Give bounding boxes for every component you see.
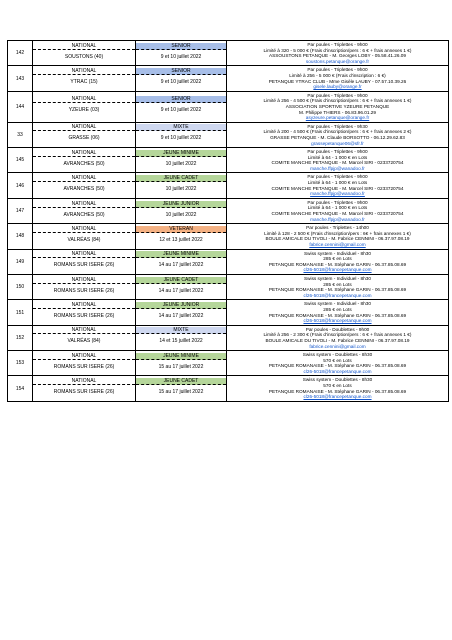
- event-date: 15 au 17 juillet 2022: [158, 389, 204, 396]
- category-header: JEUNE JUNIOR: [136, 302, 226, 309]
- detail-line: PETANQUE ROMANAISE - M. Stéphane GARIN - 06.37.85.08.69: [268, 287, 407, 293]
- event-date: 9 et 10 juillet 2022: [160, 107, 202, 114]
- event-city: SOUSTONS (40): [64, 53, 104, 60]
- details-cell: [227, 41, 449, 66]
- date-cell: [136, 198, 227, 223]
- contact-email-link[interactable]: asyzeure.petanque@orange.fr: [305, 115, 370, 121]
- category-header: JEUNE MINIME: [136, 353, 226, 360]
- contact-email-link[interactable]: manche.ffpjp@wanadoo.fr: [310, 216, 365, 222]
- table-row: [8, 91, 449, 122]
- detail-line: BOULE AMICALE DU TIVOLI - M. Fabrice CENNINI - 06.37.97.08.19: [265, 236, 410, 242]
- table-row: [8, 325, 449, 350]
- event-date: 14 au 17 juillet 2022: [158, 262, 204, 269]
- event-type-header: NATIONAL: [33, 277, 135, 284]
- event-number: 145: [8, 148, 33, 173]
- event-date: 9 et 10 juillet 2022: [160, 79, 202, 86]
- detail-line: Swiss system - Doublettes - 8h30: [302, 377, 373, 383]
- event-type-header: NATIONAL: [33, 353, 135, 360]
- details-block: [227, 250, 448, 274]
- date-cell: [136, 122, 227, 147]
- details-block: [227, 41, 448, 65]
- event-type-header: NATIONAL: [33, 96, 135, 103]
- detail-line: Limité à 200 - 4 500 € (Frais d'inscription/pers : 6 € + frais annexes 2 €): [263, 129, 412, 135]
- contact-email-link[interactable]: cl26-5018@francepetanque.com: [303, 267, 372, 273]
- details-cell: [227, 300, 449, 325]
- contact-email-link[interactable]: cl26-5018@francepetanque.com: [303, 394, 372, 400]
- detail-line: Limité à 64 - 1 000 € en Lots: [307, 205, 368, 211]
- event-type-header: NATIONAL: [33, 175, 135, 182]
- detail-line: Swiss system - Doublettes - 8h30: [302, 352, 373, 358]
- contact-email-link[interactable]: cl26-5018@francepetanque.com: [303, 368, 372, 374]
- date-cell: [136, 224, 227, 249]
- detail-line: BOULE AMICALE DU TIVOLI - M. Fabrice CENNINI - 06.37.97.08.19: [265, 337, 410, 343]
- date-cell: [136, 376, 227, 401]
- category-header: MIXTE: [136, 327, 226, 334]
- table-row: [8, 224, 449, 249]
- detail-line: COMITE MANCHE PETANQUE - M. Marcel SIRI - 0233720754: [271, 185, 404, 191]
- detail-line: Limité à 256 - 4 500 € (Frais d'inscription/pers : 6 € + frais annexes 1 €): [263, 98, 412, 104]
- event-number: 153: [8, 351, 33, 376]
- event-number: 146: [8, 173, 33, 198]
- event-cell: [33, 376, 136, 401]
- details-block: [227, 326, 448, 350]
- detail-line: 285 € en Lots: [323, 256, 352, 262]
- details-cell: [227, 351, 449, 376]
- event-type-header: NATIONAL: [33, 226, 135, 233]
- event-city: AVRANCHES (50): [63, 160, 105, 167]
- event-type-header: NATIONAL: [33, 124, 135, 131]
- detail-line: Par poules - Triplettes - 9h00: [307, 42, 368, 47]
- event-cell: [33, 66, 136, 91]
- details-cell: [227, 274, 449, 299]
- details-cell: [227, 91, 449, 122]
- detail-line: Par poules - Triplettes - 9h00: [307, 149, 368, 155]
- table-row: [8, 122, 449, 147]
- date-cell: [136, 91, 227, 122]
- detail-line: ASSOUSTONS PETANQUE - M. Georges LOBY - 05.58.41.26.09: [268, 53, 407, 59]
- table-row: [8, 198, 449, 223]
- event-city: YZEURE (03): [68, 107, 100, 114]
- details-cell: [227, 325, 449, 350]
- table-row: [8, 300, 449, 325]
- event-cell: [33, 91, 136, 122]
- category-header: JEUNE JUNIOR: [136, 201, 226, 208]
- event-date: 15 au 17 juillet 2022: [158, 363, 204, 370]
- contact-email-link[interactable]: grassepetanque06@sfr.fr: [311, 140, 364, 146]
- event-cell: [33, 41, 136, 66]
- details-cell: [227, 249, 449, 274]
- date-cell: [136, 274, 227, 299]
- detail-line: PETANQUE ROMANAISE - M. Stéphane GARIN - 06.37.85.08.69: [268, 363, 407, 369]
- category-header: VETERAN: [136, 226, 226, 233]
- details-block: [227, 199, 448, 223]
- date-cell: [136, 41, 227, 66]
- event-cell: [33, 122, 136, 147]
- events-table-body: [8, 41, 449, 402]
- contact-email-link[interactable]: gisele.lauby@orange.fr: [313, 84, 362, 90]
- event-city: VALRÉAS (84): [67, 236, 101, 243]
- event-date: 9 et 10 juillet 2022: [160, 53, 202, 60]
- table-row: [8, 249, 449, 274]
- contact-email-link[interactable]: fabrice.cennini@gmail.com: [309, 242, 366, 247]
- category-header: JEUNE MINIME: [136, 251, 226, 258]
- detail-line: Limité à 320 - 5 000 € (Frais d'inscription/pers : 6 € + frais annexes 1 €): [263, 47, 412, 53]
- contact-email-link[interactable]: fabrice.cennini@gmail.com: [309, 343, 366, 349]
- event-cell: [33, 148, 136, 173]
- details-block: [227, 173, 448, 197]
- details-block: [227, 300, 448, 324]
- detail-line: COMITE MANCHE PETANQUE - M. Marcel SIRI - 0233720754: [271, 160, 404, 166]
- details-cell: [227, 224, 449, 249]
- table-row: [8, 351, 449, 376]
- event-date: 14 et 15 juillet 2022: [159, 338, 203, 345]
- event-number: 143: [8, 66, 33, 91]
- details-block: [227, 148, 448, 172]
- event-city: AVRANCHES (50): [63, 186, 105, 193]
- contact-email-link[interactable]: cl26-5018@francepetanque.com: [303, 292, 372, 298]
- detail-line: PETANQUE ROMANAISE - M. Stéphane GARIN - 06.37.85.08.69: [268, 312, 407, 318]
- detail-line: 285 € en Lots: [323, 306, 352, 312]
- date-cell: [136, 325, 227, 350]
- table-row: [8, 274, 449, 299]
- event-city: ROMANS SUR ISERE (26): [53, 287, 115, 294]
- event-number: 154: [8, 376, 33, 401]
- event-cell: [33, 198, 136, 223]
- date-cell: [136, 148, 227, 173]
- date-cell: [136, 173, 227, 198]
- contact-email-link[interactable]: cl26-5018@francepetanque.com: [303, 318, 372, 324]
- detail-line: Par poules - Doublettes - 9h00: [305, 326, 370, 332]
- details-block: [227, 123, 448, 147]
- table-row: [8, 173, 449, 198]
- event-date: 9 et 10 juillet 2022: [160, 135, 202, 142]
- event-number: 148: [8, 224, 33, 249]
- category-header: JEUNE CADET: [136, 378, 226, 385]
- details-block: [227, 92, 448, 122]
- event-type-header: NATIONAL: [33, 68, 135, 75]
- event-type-header: NATIONAL: [33, 251, 135, 258]
- detail-line: 285 € en Lots: [323, 281, 352, 287]
- detail-line: PETANQUE YTRAC CLUB - Mme Gisèle LAUBY - 07.57.10.39.26: [268, 78, 407, 84]
- detail-line: Par poules - Triplettes - 9h00: [307, 67, 368, 73]
- event-city: AVRANCHES (50): [63, 211, 105, 218]
- detail-line: Par poules - Triplettes - 9h00: [307, 174, 368, 180]
- events-table: [7, 40, 449, 402]
- details-cell: [227, 198, 449, 223]
- contact-email-link[interactable]: manche.ffpjp@wanadoo.fr: [310, 191, 365, 197]
- event-cell: [33, 351, 136, 376]
- detail-line: Limité à 256 - 5 000 € (Frais d'inscription : 6 €): [289, 72, 386, 78]
- detail-line: Limité à 256 - 2 300 € (Frais d'inscription/pers : 6 € + frais annexes 1 €): [263, 332, 412, 338]
- detail-line: PETANQUE ROMANAISE - M. Stéphane GARIN - 06.37.85.08.69: [268, 388, 407, 394]
- event-number: 144: [8, 91, 33, 122]
- event-cell: [33, 300, 136, 325]
- event-number: 147: [8, 198, 33, 223]
- date-cell: [136, 66, 227, 91]
- contact-email-link[interactable]: manche.ffpjp@wanadoo.fr: [310, 165, 365, 171]
- event-date: 10 juillet 2022: [165, 160, 197, 167]
- category-header: SENIOR: [136, 68, 226, 75]
- date-cell: [136, 300, 227, 325]
- detail-line: 570 € en Lots: [323, 383, 352, 389]
- detail-line: Limité à 64 - 1 000 € en Lots: [307, 180, 368, 186]
- event-type-header: NATIONAL: [33, 302, 135, 309]
- detail-line: M. Philippe THIERS - 06.83.96.01.29: [298, 109, 377, 115]
- details-cell: [227, 122, 449, 147]
- category-header: JEUNE CADET: [136, 277, 226, 284]
- event-city: ROMANS SUR ISERE (26): [53, 313, 115, 320]
- detail-line: Swiss system - Individuel - 8h30: [304, 301, 371, 307]
- date-cell: [136, 249, 227, 274]
- details-cell: [227, 66, 449, 91]
- event-type-header: NATIONAL: [33, 43, 135, 50]
- details-block: [227, 224, 448, 248]
- event-city: ROMANS SUR ISERE (26): [53, 262, 115, 269]
- event-cell: [33, 325, 136, 350]
- detail-line: ASSOCIATION SPORTIVE YZEURE PETANQUE: [285, 103, 390, 109]
- event-number: 150: [8, 274, 33, 299]
- contact-email-link[interactable]: soustons.petanque@orange.fr: [305, 58, 370, 64]
- event-number: 152: [8, 325, 33, 350]
- details-block: [227, 351, 448, 375]
- detail-line: GRASSE PETANQUE - M. Claude BORSOTTO - 06.12.29.62.83: [270, 134, 405, 140]
- details-block: [227, 376, 448, 400]
- event-type-header: NATIONAL: [33, 201, 135, 208]
- event-city: ROMANS SUR ISERE (26): [53, 363, 115, 370]
- detail-line: COMITE MANCHE PETANQUE - M. Marcel SIRI - 0233720754: [271, 211, 404, 217]
- detail-line: 570 € en Lots: [323, 357, 352, 363]
- table-row: [8, 41, 449, 66]
- event-number: 142: [8, 41, 33, 66]
- detail-line: Limité à 64 - 1 000 € en Lots: [307, 154, 368, 160]
- event-date: 10 juillet 2022: [165, 186, 197, 193]
- category-header: JEUNE MINIME: [136, 150, 226, 157]
- category-header: MIXTE: [136, 124, 226, 131]
- event-cell: [33, 224, 136, 249]
- detail-line: Par poules - Triplettes - 9h00: [307, 92, 368, 98]
- event-date: 14 au 17 juillet 2022: [158, 313, 204, 320]
- event-cell: [33, 173, 136, 198]
- event-type-header: NATIONAL: [33, 327, 135, 334]
- table-row: [8, 66, 449, 91]
- event-number: 33: [8, 122, 33, 147]
- event-city: YTRAC (15): [70, 79, 98, 86]
- details-cell: [227, 173, 449, 198]
- event-number: 149: [8, 249, 33, 274]
- event-cell: [33, 249, 136, 274]
- details-cell: [227, 376, 449, 401]
- detail-line: Limité à 128 - 2 500 € (Frais d'inscription/pers : 6€ + frais annexes 1 €): [264, 230, 411, 236]
- event-type-header: NATIONAL: [33, 378, 135, 385]
- detail-line: Par poules - Triplettes - 9h00: [307, 199, 368, 205]
- category-header: JEUNE CADET: [136, 175, 226, 182]
- event-city: VALRÉAS (84): [67, 338, 101, 345]
- event-date: 10 juillet 2022: [165, 211, 197, 218]
- event-city: ROMANS SUR ISERE (26): [53, 389, 115, 396]
- table-row: [8, 376, 449, 401]
- category-header: SENIOR: [136, 43, 226, 50]
- event-number: 151: [8, 300, 33, 325]
- detail-line: PETANQUE ROMANAISE - M. Stéphane GARIN - 06.37.85.08.69: [268, 261, 407, 267]
- detail-line: Swiss system - Individuel - 8h30: [304, 250, 371, 256]
- detail-line: Swiss system - Individuel - 8h30: [304, 275, 371, 281]
- table-row: [8, 148, 449, 173]
- event-date: 12 et 13 juillet 2022: [159, 236, 203, 243]
- detail-line: Par poules - Triplettes - 14h00: [306, 225, 369, 231]
- date-cell: [136, 351, 227, 376]
- details-block: [227, 275, 448, 299]
- details-block: [227, 66, 448, 90]
- category-header: SENIOR: [136, 96, 226, 103]
- event-type-header: NATIONAL: [33, 150, 135, 157]
- event-date: 14 au 17 juillet 2022: [158, 287, 204, 294]
- detail-line: Par poules - Triplettes - 9h30: [307, 123, 368, 129]
- details-cell: [227, 148, 449, 173]
- event-city: GRASSE (06): [68, 135, 100, 142]
- event-cell: [33, 274, 136, 299]
